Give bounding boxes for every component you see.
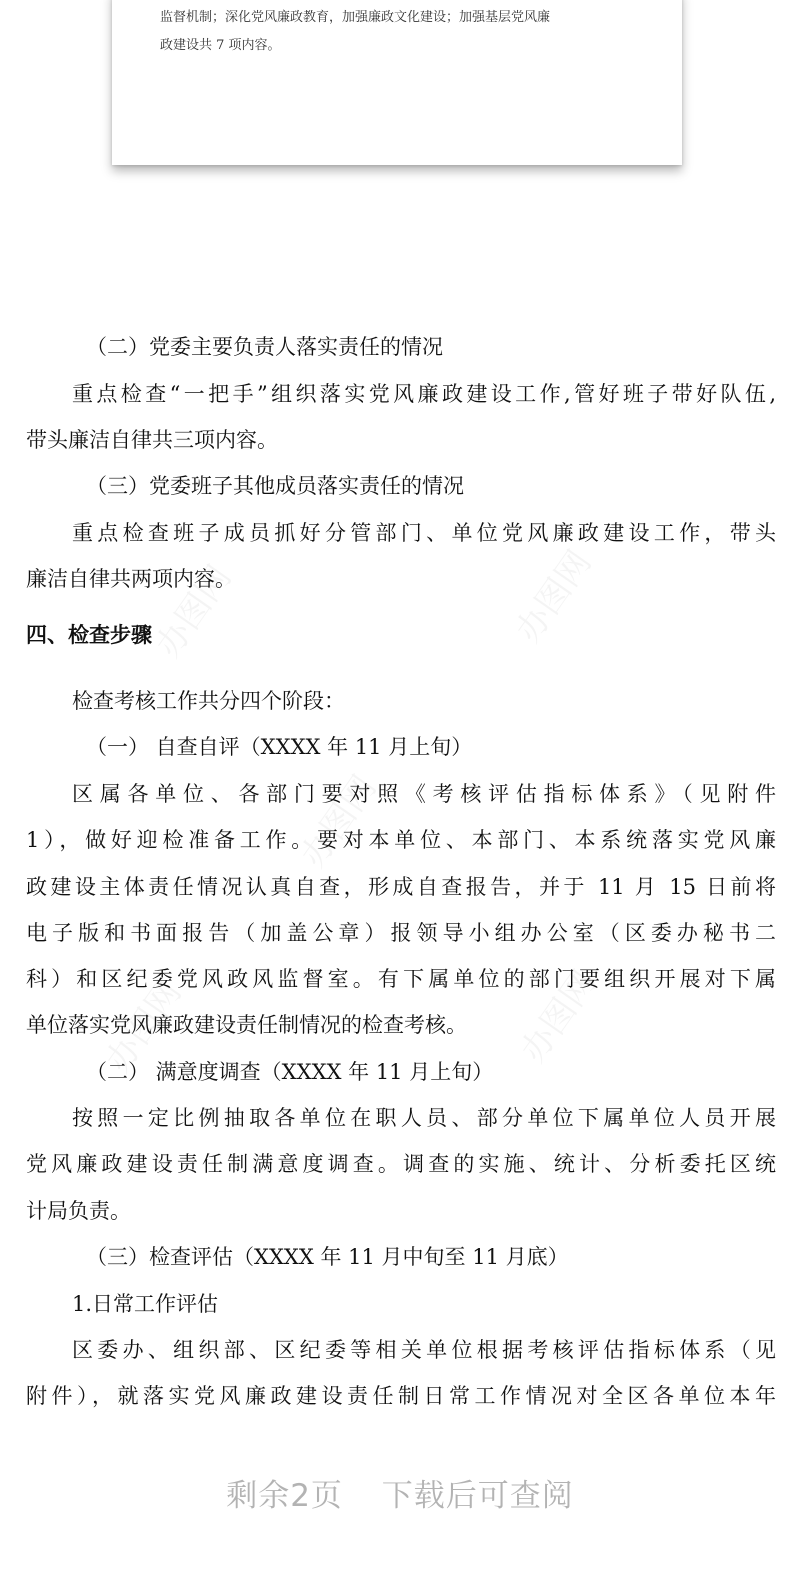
paragraph-line: 检查考核工作共分四个阶段： bbox=[72, 689, 345, 713]
paragraph-line: 单位落实党风廉政建设责任制情况的检查考核。 bbox=[26, 1013, 467, 1037]
paragraph-line: 区属各单位、各部门要对照《考核评估指标体系》（见附件 bbox=[72, 782, 776, 806]
section-title: （二）党委主要负责人落实责任的情况 bbox=[86, 335, 443, 359]
paragraph-line: 党风廉政建设责任制满意度调查。调查的实施、统计、分析委托区统 bbox=[26, 1152, 776, 1176]
paragraph-line: 重点检查班子成员抓好分管部门、单位党风廉政建设工作，带头 bbox=[72, 521, 776, 545]
card-line: 监督机制；深化党风廉政教育，加强廉政文化建设；加强基层党风廉 bbox=[160, 10, 551, 25]
stage-title: （二） 满意度调查（XXXX 年 11 月上旬） bbox=[86, 1060, 494, 1084]
card-line: 政建设共 7 项内容。 bbox=[160, 38, 281, 53]
remaining-pages-notice[interactable]: 剩余2页 下载后可查阅 bbox=[226, 1478, 574, 1514]
paragraph-line: 电子版和书面报告（加盖公章）报领导小组办公室（区委办秘书二 bbox=[26, 921, 776, 945]
stage-title: （三）检查评估（XXXX 年 11 月中旬至 11 月底） bbox=[86, 1245, 569, 1269]
paragraph-line: 廉洁自律共两项内容。 bbox=[26, 567, 236, 591]
paragraph-line: 计局负责。 bbox=[26, 1199, 131, 1223]
subheading: 1.日常工作评估 bbox=[72, 1292, 219, 1316]
paragraph-line: 带头廉洁自律共三项内容。 bbox=[26, 428, 278, 452]
paragraph-line: 附件），就落实党风廉政建设责任制日常工作情况对全区各单位本年 bbox=[26, 1384, 776, 1408]
paragraph-line: 科）和区纪委党风政风监督室。有下属单位的部门要组织开展对下属 bbox=[26, 967, 776, 991]
card-text bbox=[160, 4, 660, 60]
paragraph-line: 按照一定比例抽取各单位在职人员、部分单位下属单位人员开展 bbox=[72, 1106, 776, 1130]
paragraph-line: 1），做好迎检准备工作。要对本单位、本部门、本系统落实党风廉 bbox=[26, 828, 776, 852]
stage-title: （一） 自查自评（XXXX 年 11 月上旬） bbox=[86, 735, 473, 759]
section-title: （三）党委班子其他成员落实责任的情况 bbox=[86, 474, 464, 498]
section-heading: 四、检查步骤 bbox=[26, 623, 152, 647]
previous-page-card bbox=[112, 0, 682, 165]
paragraph-line: 政建设主体责任情况认真自查，形成自查报告，并于 11 月 15 日前将 bbox=[26, 875, 776, 899]
paragraph-line: 重点检查“一把手”组织落实党风廉政建设工作,管好班子带好队伍, bbox=[72, 382, 776, 406]
paragraph-line: 区委办、组织部、区纪委等相关单位根据考核评估指标体系（见 bbox=[72, 1338, 776, 1362]
